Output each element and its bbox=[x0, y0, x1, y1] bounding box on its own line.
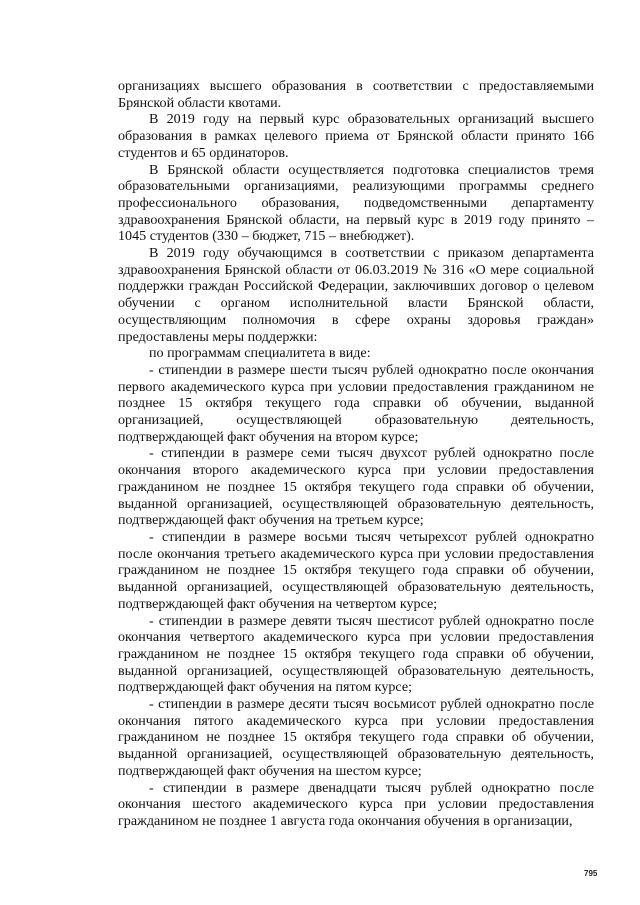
document-body bbox=[118, 78, 594, 830]
list-item-stipend-fourth-course: - стипендии в размере девяти тысяч шестисот рублей однократно после окончания четвертого академического курса при условии предоставления гражданином не позднее 15 октября текущего года справки об обучении, выданной организацией, осуществляющей образовательную деятельность, подтверждающей факт обучения на пятом курсе; bbox=[118, 612, 594, 696]
page-number: 795 bbox=[584, 869, 598, 878]
list-item-stipend-sixth-course: - стипендии в размере двенадцати тысяч рублей однократно после окончания шестого академического курса при условии предоставления гражданином не позднее 1 августа года окончания обучения в организации, bbox=[118, 779, 594, 829]
paragraph-target-admission: В 2019 году на первый курс образовательных организаций высшего образования в рамках целевого приема от Брянской области принято 166 студентов и 65 ординаторов. bbox=[118, 111, 594, 161]
paragraph-specialty-programs: по программам специалитета в виде: bbox=[149, 345, 371, 362]
paragraph-quota-continuation: организациях высшего образования в соответствии с предоставляемыми Брянской области квотами. bbox=[118, 78, 594, 111]
list-item-stipend-fifth-course: - стипендии в размере десяти тысяч восьмисот рублей однократно после окончания пятого академического курса при условии предоставления гражданином не позднее 15 октября текущего года справки об обучении, выданной организацией, осуществляющей образовательную деятельность, подтверждающей факт обучения на шестом курсе; bbox=[118, 696, 594, 779]
paragraph-secondary-vocational: В Брянской области осуществляется подготовка специалистов тремя образовательными организациями, реализующими программы среднего профессионального образования, подведомственными департаменту здравоохранения Брянской области, на первый курс в 2019 году принято – 1045 студентов (330 – бюджет, 715 – внебюджет). bbox=[118, 161, 594, 245]
paragraph-support-order: В 2019 году обучающимся в соответствии с приказом департамента здравоохранения Брянской области от 06.03.2019 № 316 «О мере социальной поддержки граждан Российской Федерации, заключивших договор о целевом обучении с органом исполнительной власти Брянской области, осуществляющим полномочия в сфере охраны здоровья граждан» предоставлены меры поддержки: bbox=[118, 245, 594, 345]
list-item-stipend-second-course: - стипендии в размере семи тысяч двухсот рублей однократно после окончания второго академического курса при условии предоставления гражданином не позднее 15 октября текущего года справки об обучении, выданной организацией, осуществляющей образовательную деятельность, подтверждающей факт обучения на третьем курсе; bbox=[118, 445, 594, 529]
list-item-stipend-third-course: - стипендии в размере восьми тысяч четырехсот рублей однократно после окончания третьего академического курса при условии предоставления гражданином не позднее 15 октября текущего года справки об обучении, выданной организацией, осуществляющей образовательную деятельность, подтверждающей факт обучения на четвертом курсе; bbox=[118, 528, 594, 612]
list-item-stipend-first-course: - стипендии в размере шести тысяч рублей однократно после окончания первого академического курса при условии предоставления гражданином не позднее 15 октября текущего года справки об обучении, выданной организацией, осуществляющей образовательную деятельность, подтверждающей факт обучения на втором курсе; bbox=[118, 361, 594, 445]
